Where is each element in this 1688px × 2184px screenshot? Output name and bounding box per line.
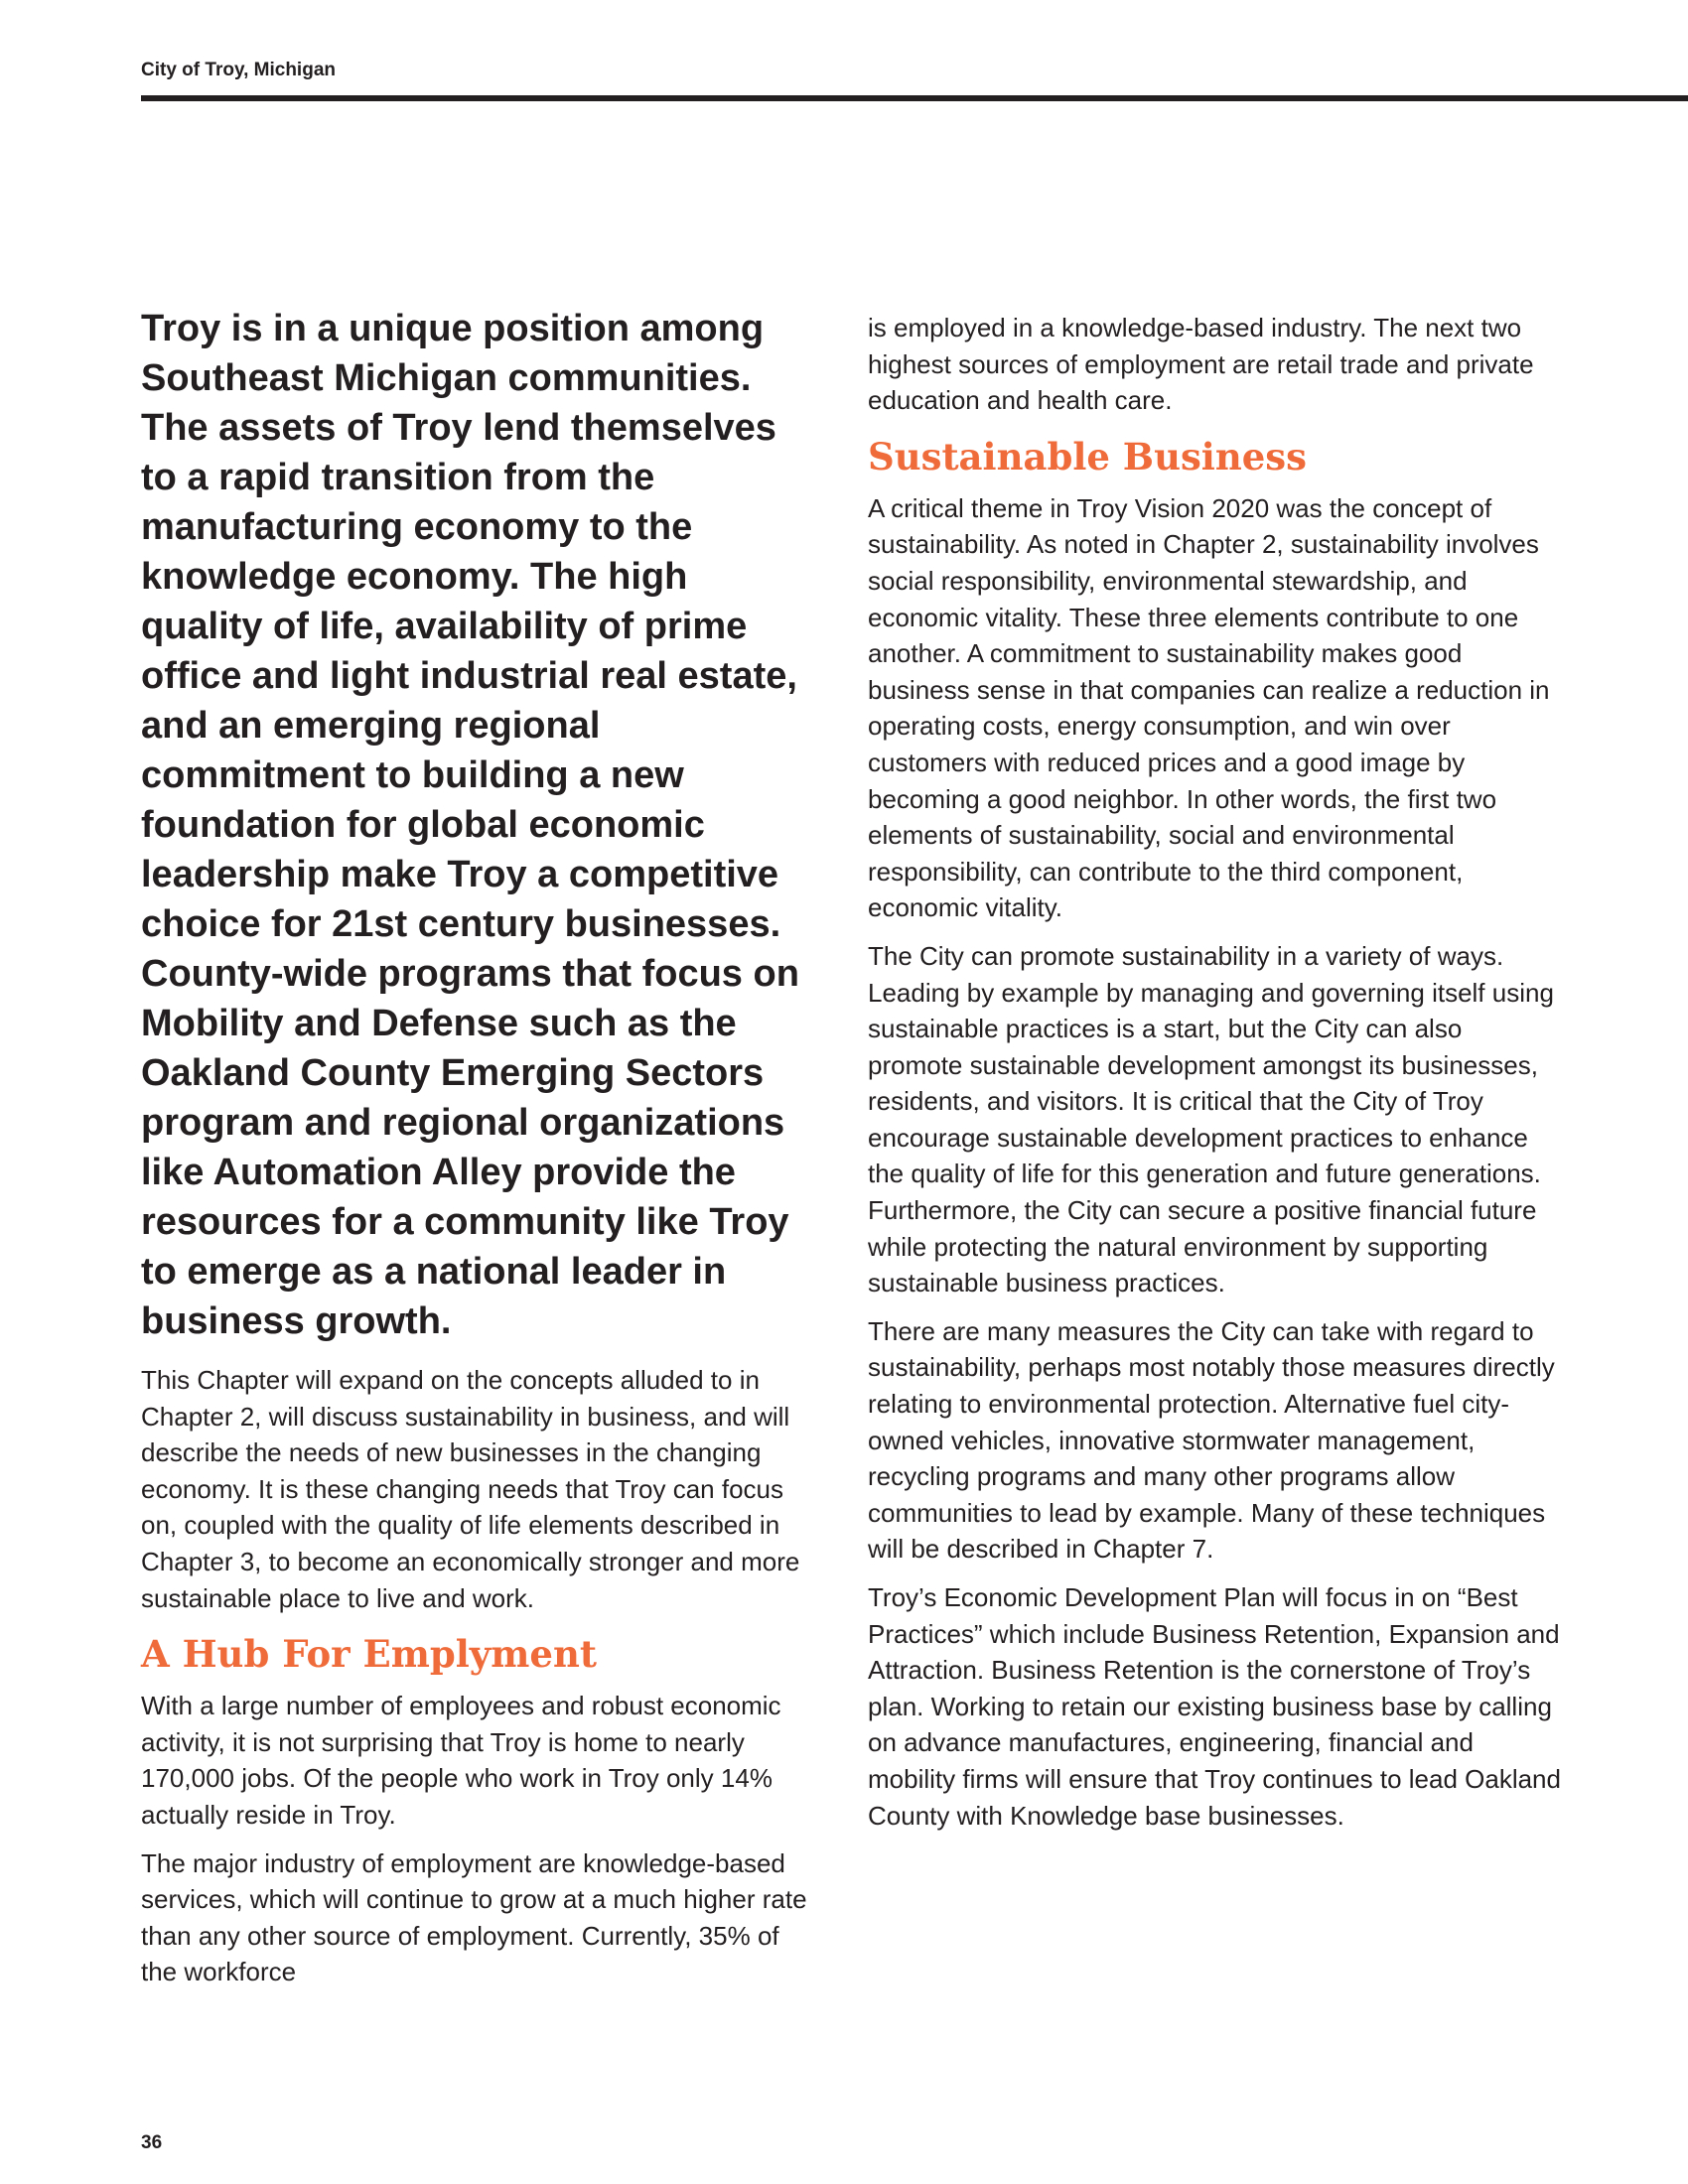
sustainable-paragraph-1: A critical theme in Troy Vision 2020 was the concept of sustainability. As noted in Chapter 2, sustainability involves social responsibility, environmental stewardship, and economic vitality. These three elements contribute to one another. A commitment to sustainability makes good business sense in that companies can realize a reduction in operating costs, energy consumption, and win over customers with reduced prices and a good image by becoming a good neighbor. In other words, the first two elements of sustainability, social and environmental responsibility, can contribute to the third component, economic vitality.: [868, 492, 1550, 923]
sustainable-paragraph-2: The City can promote sustainability in a variety of ways. Leading by example by managing and governing itself using sustainable practices is a start, but the City can also promote sustainable development amongst its businesses, residents, and visitors. It is critical that the City of Troy encourage sustainable development practices to enhance the quality of life for this generation and future generations. Furthermore, the City can secure a positive financial future while protecting the natural environment by supporting sustainable business practices.: [868, 940, 1554, 1298]
header-rule: [141, 95, 1688, 101]
right-column: [868, 310, 1563, 1845]
left-column: [141, 304, 812, 2002]
page-number: 36: [141, 2132, 163, 2153]
sustainable-paragraph-4: Troy’s Economic Development Plan will focus in on “Best Practices” which include Business Retention, Expansion and Attraction. Business Retention is the cornerstone of Troy’s plan. Working to retain our existing business base by calling on advance manufactures, engineering, financial and mobility firms will ensure that Troy continues to lead Oakland County with Knowledge base businesses.: [868, 1582, 1561, 1831]
hub-paragraph-1: With a large number of employees and robust economic activity, it is not surprising that Troy is home to nearly 170,000 jobs. Of the people who work in Troy only 14% actually reside in Troy.: [141, 1691, 781, 1830]
continuation-paragraph: is employed in a knowledge-based industry. The next two highest sources of employment are retail trade and private education and health care.: [868, 313, 1534, 416]
sustainable-business-heading: Sustainable Business: [868, 434, 1307, 478]
hub-heading: A Hub For Emplyment: [141, 1632, 597, 1677]
intro-paragraph: This Chapter will expand on the concepts alluded to in Chapter 2, will discuss sustainability in business, and will describe the needs of new businesses in the changing economy. It is these changing needs that Troy can focus on, coupled with the quality of life elements described in Chapter 3, to become an economically stronger and more sustainable place to live and work.: [141, 1365, 800, 1613]
sustainable-paragraph-3: There are many measures the City can take with regard to sustainability, perhaps most notably those measures directly relating to environmental protection. Alternative fuel city-owned vehicles, innovative stormwater management, recycling programs and many other programs allow communities to lead by example. Many of these techniques will be described in Chapter 7.: [868, 1315, 1555, 1565]
hub-paragraph-2: The major industry of employment are knowledge-based services, which will continue to grow at a much higher rate than any other source of employment. Currently, 35% of the workforce: [141, 1847, 807, 1987]
lead-paragraph: Troy is in a unique position among Southeast Michigan communities. The assets of Troy lend themselves to a rapid transition from the manufacturing economy to the knowledge economy. The high quality of life, availability of prime office and light industrial real estate, and an emerging regional commitment to building a new foundation for global economic leadership make Troy a competitive choice for 21st century businesses. County-wide programs that focus on Mobility and Defense such as the Oakland County Emerging Sectors program and regional organizations like Automation Alley provide the resources for a community like Troy to emerge as a national leader in business growth.: [141, 308, 799, 1342]
running-header: City of Troy, Michigan: [141, 60, 336, 80]
